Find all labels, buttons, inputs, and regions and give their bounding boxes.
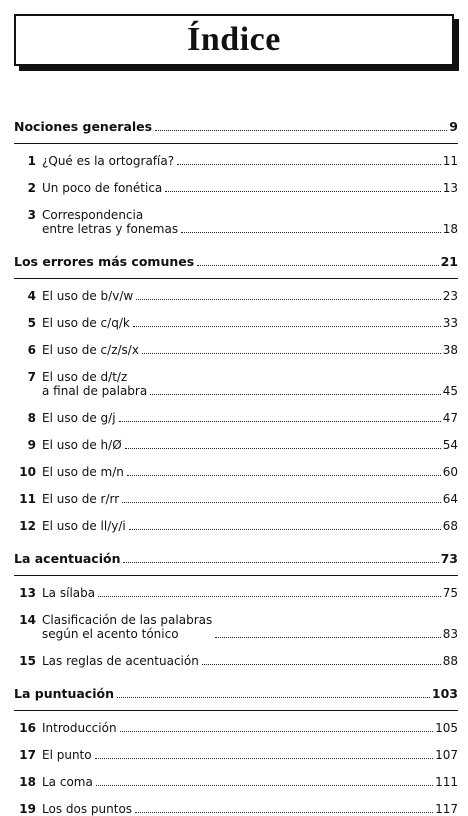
- chapter-page: 105: [435, 721, 458, 735]
- dot-leader: [119, 421, 441, 422]
- chapter-title: La sílaba: [42, 586, 96, 600]
- chapter-page: 64: [442, 492, 458, 506]
- chapter-page: 60: [442, 465, 458, 479]
- dot-leader: [120, 731, 434, 732]
- chapter-entry[interactable]: [14, 316, 458, 330]
- chapter-title: Los dos puntos: [42, 802, 133, 816]
- chapter-entry[interactable]: [14, 411, 458, 425]
- dot-leader: [181, 232, 441, 233]
- dot-leader: [95, 758, 433, 759]
- dot-leader: [123, 562, 438, 563]
- chapter-entry[interactable]: [14, 289, 458, 303]
- chapter-page: 11: [442, 154, 458, 168]
- section-rule: [14, 278, 458, 279]
- chapter-title: El uso de ll/y/i: [42, 519, 126, 533]
- section-rule: [14, 710, 458, 711]
- section-label: La acentuación: [14, 551, 121, 566]
- chapter-page: 75: [442, 586, 458, 600]
- dot-leader: [127, 475, 441, 476]
- chapter-page: 88: [442, 654, 458, 668]
- dot-leader: [142, 353, 441, 354]
- chapter-page: 23: [442, 289, 458, 303]
- chapter-entry[interactable]: [14, 519, 458, 533]
- chapter-number: 18: [19, 775, 36, 789]
- section-page: 21: [440, 254, 458, 269]
- chapter-number: 9: [27, 438, 36, 452]
- chapter-page: 38: [442, 343, 458, 357]
- chapter-page: 111: [435, 775, 458, 789]
- chapter-number: 11: [19, 492, 36, 506]
- chapter-entry[interactable]: [14, 775, 458, 789]
- chapter-number: 19: [19, 802, 36, 816]
- dot-leader: [122, 502, 441, 503]
- section-rule: [14, 143, 458, 144]
- chapter-entry[interactable]: [14, 181, 458, 195]
- chapter-page: 54: [442, 438, 458, 452]
- chapter-entry[interactable]: [14, 654, 458, 668]
- section-label: Nociones generales: [14, 119, 153, 134]
- chapter-title: El uso de b/v/w: [42, 289, 134, 303]
- section-heading[interactable]: [14, 255, 458, 269]
- dot-leader: [155, 130, 447, 131]
- dot-leader: [136, 299, 441, 300]
- chapter-page: 18: [442, 222, 458, 236]
- chapter-page: 33: [442, 316, 458, 330]
- chapter-entry[interactable]: [14, 208, 458, 236]
- chapter-entry[interactable]: [14, 492, 458, 506]
- chapter-title: ¿Qué es la ortografía?: [42, 154, 175, 168]
- chapter-entry[interactable]: [14, 721, 458, 735]
- chapter-entry[interactable]: [14, 154, 458, 168]
- chapter-number: 4: [27, 289, 36, 303]
- chapter-entry[interactable]: [14, 613, 458, 641]
- chapter-title: El uso de c/q/k: [42, 316, 130, 330]
- chapter-entry[interactable]: [14, 370, 458, 398]
- chapter-title: Introducción: [42, 721, 117, 735]
- section-page: 73: [440, 551, 458, 566]
- chapter-title: Las reglas de acentuación: [42, 654, 199, 668]
- table-of-contents: [14, 120, 458, 816]
- chapter-number: 2: [27, 181, 36, 195]
- chapter-number: 17: [19, 748, 36, 762]
- chapter-title: El punto: [42, 748, 92, 762]
- chapter-title: Clasificación de las palabras según el acento tónico: [42, 613, 213, 641]
- chapter-entry[interactable]: [14, 748, 458, 762]
- dot-leader: [135, 812, 433, 813]
- page-title: Índice: [187, 21, 281, 58]
- chapter-page: 83: [442, 627, 458, 641]
- dot-leader: [165, 191, 440, 192]
- dot-leader: [202, 664, 441, 665]
- chapter-number: 15: [19, 654, 36, 668]
- dot-leader: [150, 394, 441, 395]
- dot-leader: [177, 164, 441, 165]
- chapter-page: 107: [435, 748, 458, 762]
- section-heading[interactable]: [14, 552, 458, 566]
- chapter-number: 7: [27, 370, 36, 384]
- chapter-page: 45: [442, 384, 458, 398]
- chapter-entry[interactable]: [14, 465, 458, 479]
- chapter-number: 8: [27, 411, 36, 425]
- section-page: 9: [449, 119, 458, 134]
- chapter-number: 10: [19, 465, 36, 479]
- chapter-number: 12: [19, 519, 36, 533]
- section-page: 103: [431, 686, 458, 701]
- section-label: Los errores más comunes: [14, 254, 195, 269]
- chapter-entry[interactable]: [14, 802, 458, 816]
- chapter-number: 13: [19, 586, 36, 600]
- chapter-number: 3: [27, 208, 36, 222]
- chapter-page: 68: [442, 519, 458, 533]
- dot-leader: [129, 529, 441, 530]
- section-label: La puntuación: [14, 686, 114, 701]
- chapter-title: El uso de r/rr: [42, 492, 120, 506]
- chapter-entry[interactable]: [14, 586, 458, 600]
- dot-leader: [215, 637, 440, 638]
- chapter-title: Correspondencia entre letras y fonemas: [42, 208, 179, 236]
- dot-leader: [98, 596, 441, 597]
- chapter-page: 117: [435, 802, 458, 816]
- dot-leader: [125, 448, 441, 449]
- dot-leader: [96, 785, 433, 786]
- chapter-page: 13: [442, 181, 458, 195]
- chapter-title: El uso de h/Ø: [42, 438, 122, 452]
- chapter-title: Un poco de fonética: [42, 181, 163, 195]
- dot-leader: [117, 697, 430, 698]
- section-heading[interactable]: [14, 687, 458, 701]
- section-rule: [14, 575, 458, 576]
- chapter-number: 6: [27, 343, 36, 357]
- chapter-number: 5: [27, 316, 36, 330]
- chapter-number: 14: [19, 613, 36, 627]
- dot-leader: [133, 326, 441, 327]
- chapter-title: El uso de d/t/z a final de palabra: [42, 370, 148, 398]
- title-box: [14, 14, 454, 66]
- chapter-entry[interactable]: [14, 343, 458, 357]
- chapter-title: El uso de m/n: [42, 465, 124, 479]
- chapter-title: La coma: [42, 775, 93, 789]
- chapter-title: El uso de g/j: [42, 411, 116, 425]
- chapter-number: 1: [27, 154, 36, 168]
- chapter-number: 16: [19, 721, 36, 735]
- chapter-title: El uso de c/z/s/x: [42, 343, 139, 357]
- chapter-entry[interactable]: [14, 438, 458, 452]
- chapter-page: 47: [442, 411, 458, 425]
- section-heading[interactable]: [14, 120, 458, 134]
- dot-leader: [197, 265, 438, 266]
